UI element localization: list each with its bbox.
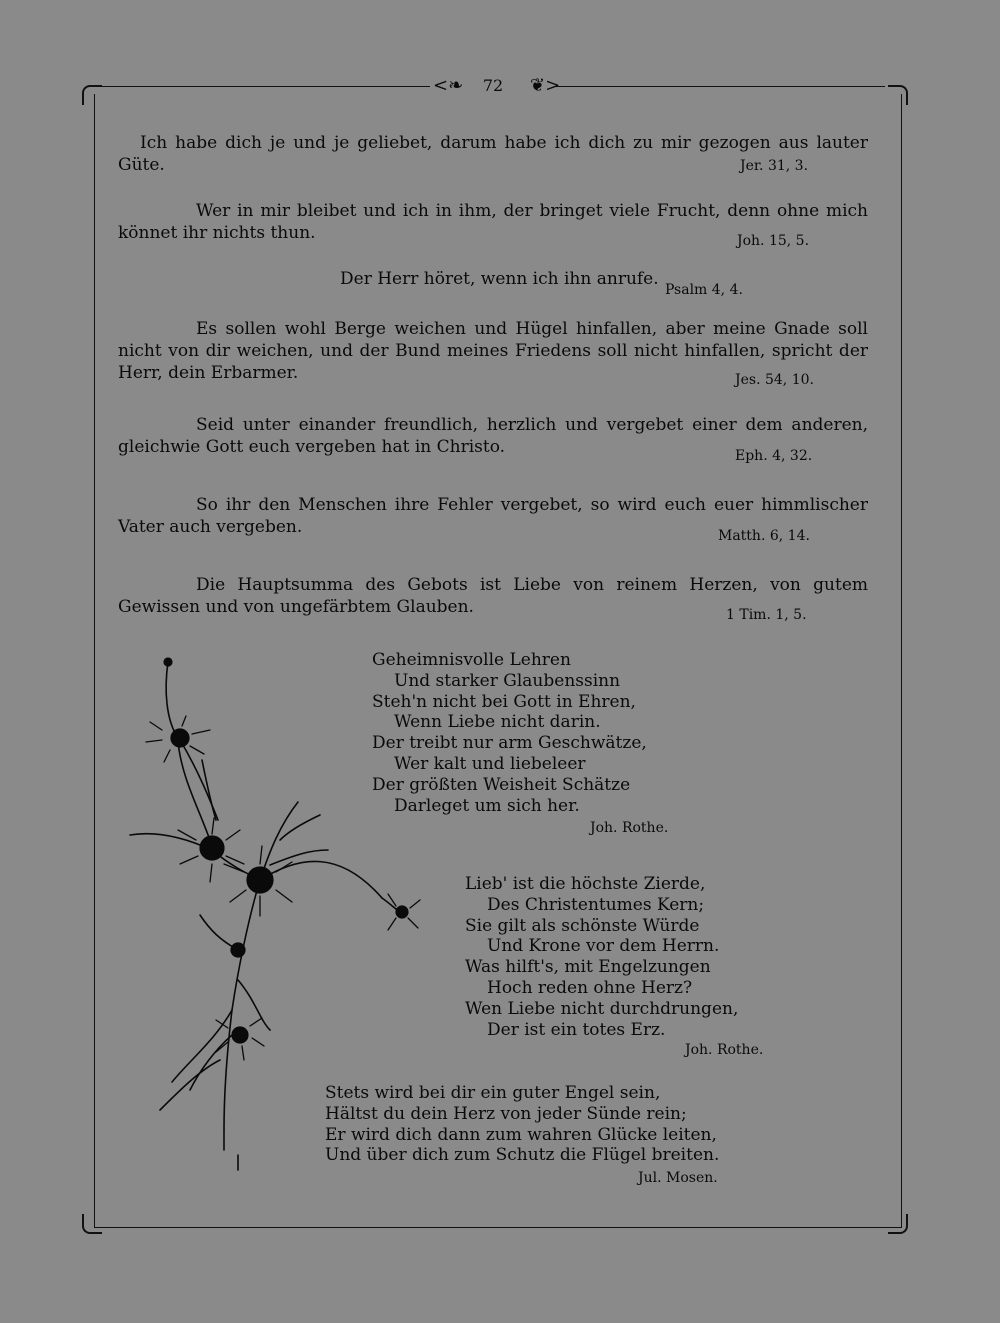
poem-line: Darleget um sich her. <box>394 795 580 816</box>
poem-line: Stets wird bei dir ein guter Engel sein, <box>325 1083 661 1103</box>
poem-3 <box>325 1083 719 1166</box>
verse-text: So ihr den Menschen ihre Fehler vergebet, so wird euch euer himmlischer Vater auch vergeben. <box>118 495 868 537</box>
flower-head <box>247 867 273 893</box>
flower-stem <box>200 915 238 950</box>
verse-reference: Jer. 31, 3. <box>740 158 809 174</box>
poem-line: Wenn Liebe nicht darin. <box>394 712 601 733</box>
verse-text: Der Herr höret, wenn ich ihn anrufe. <box>340 269 659 289</box>
header-ornament-right-icon: ❦> <box>530 75 561 96</box>
verse-text: Seid unter einander freundlich, herzlich und vergebet einer dem anderen, gleichwie Gott euch vergeben hat in Christo. <box>118 415 868 457</box>
flower-leaf <box>202 760 216 820</box>
poem-1 <box>372 650 647 816</box>
verse-text: Ich habe dich je und je geliebet, darum habe ich dich zu mir gezogen aus lauter Güte. <box>118 133 868 175</box>
flower-stem <box>166 662 178 738</box>
frame-corner-ornament-icon <box>82 1214 102 1234</box>
verse-reference: 1 Tim. 1, 5. <box>726 607 807 623</box>
frame-corner-ornament-icon <box>888 85 908 105</box>
poem-line: Und Krone vor dem Herrn. <box>487 936 720 957</box>
flower-head <box>171 729 189 747</box>
poem-line: Sie gilt als schönste Würde <box>465 915 700 936</box>
poem-line: Der ist ein totes Erz. <box>487 1019 666 1040</box>
header-rule-left <box>100 86 430 87</box>
verse-text: Es sollen wohl Berge weichen und Hügel hinfallen, aber meine Gnade soll nicht von dir weichen, und der Bund meines Friedens soll nicht hinfallen, spricht der Herr, dein Erbarmer. <box>118 319 868 383</box>
verse-reference: Jes. 54, 10. <box>735 372 814 388</box>
poem-line: Hältst du dein Herz von jeder Sünde rein; <box>325 1103 687 1124</box>
poem-author: Joh. Rothe. <box>685 1042 764 1058</box>
poem-2 <box>465 874 738 1040</box>
verse-reference: Eph. 4, 32. <box>735 448 813 464</box>
poem-line: Geheimnisvolle Lehren <box>372 650 571 670</box>
verse-reference: Joh. 15, 5. <box>737 233 810 249</box>
poem-line: Und über dich zum Schutz die Flügel breiten. <box>325 1145 720 1166</box>
flower-bud <box>164 658 172 666</box>
verse-reference: Psalm 4, 4. <box>665 282 743 298</box>
page-number: 72 <box>482 76 504 95</box>
poem-line: Lieb' ist die höchste Zierde, <box>465 874 706 894</box>
flower-head <box>396 906 408 918</box>
poem-author: Jul. Mosen. <box>638 1170 718 1186</box>
verse-reference: Matth. 6, 14. <box>718 528 810 544</box>
poem-line: Wen Liebe nicht durchdrungen, <box>465 998 739 1019</box>
poem-line: Wer kalt und liebeleer <box>394 753 586 774</box>
frame-corner-ornament-icon <box>82 85 102 105</box>
poem-line: Was hilft's, mit Engelzungen <box>465 957 711 978</box>
header-ornament-left-icon: <❧ <box>433 75 464 96</box>
verse-text: Die Hauptsumma des Gebots ist Liebe von reinem Herzen, von gutem Gewissen und von ungefärbtem Glauben. <box>118 575 868 617</box>
poem-line: Er wird dich dann zum wahren Glücke leiten, <box>325 1124 717 1145</box>
flower-head <box>232 1027 248 1043</box>
verse-text: Wer in mir bleibet und ich in ihm, der bringet viele Frucht, denn ohne mich könnet ihr nichts thun. <box>118 201 868 243</box>
frame-corner-ornament-icon <box>888 1214 908 1234</box>
poem-line: Des Christentumes Kern; <box>487 894 705 915</box>
poem-author: Joh. Rothe. <box>590 820 669 836</box>
header-rule-right <box>555 86 885 87</box>
flower-stem <box>238 980 270 1030</box>
poem-line: Der größten Weisheit Schätze <box>372 774 631 795</box>
poem-line: Der treibt nur arm Geschwätze, <box>372 733 647 754</box>
verse-3 <box>118 268 868 290</box>
flower-leaf <box>160 1060 220 1110</box>
poem-line: Und starker Glaubenssinn <box>394 670 621 691</box>
flower-stem <box>224 1130 238 1170</box>
poem-line: Steh'n nicht bei Gott in Ehren, <box>372 691 636 712</box>
flower-head <box>200 836 224 860</box>
poem-line: Hoch reden ohne Herz? <box>487 977 693 998</box>
flower-head <box>231 943 245 957</box>
